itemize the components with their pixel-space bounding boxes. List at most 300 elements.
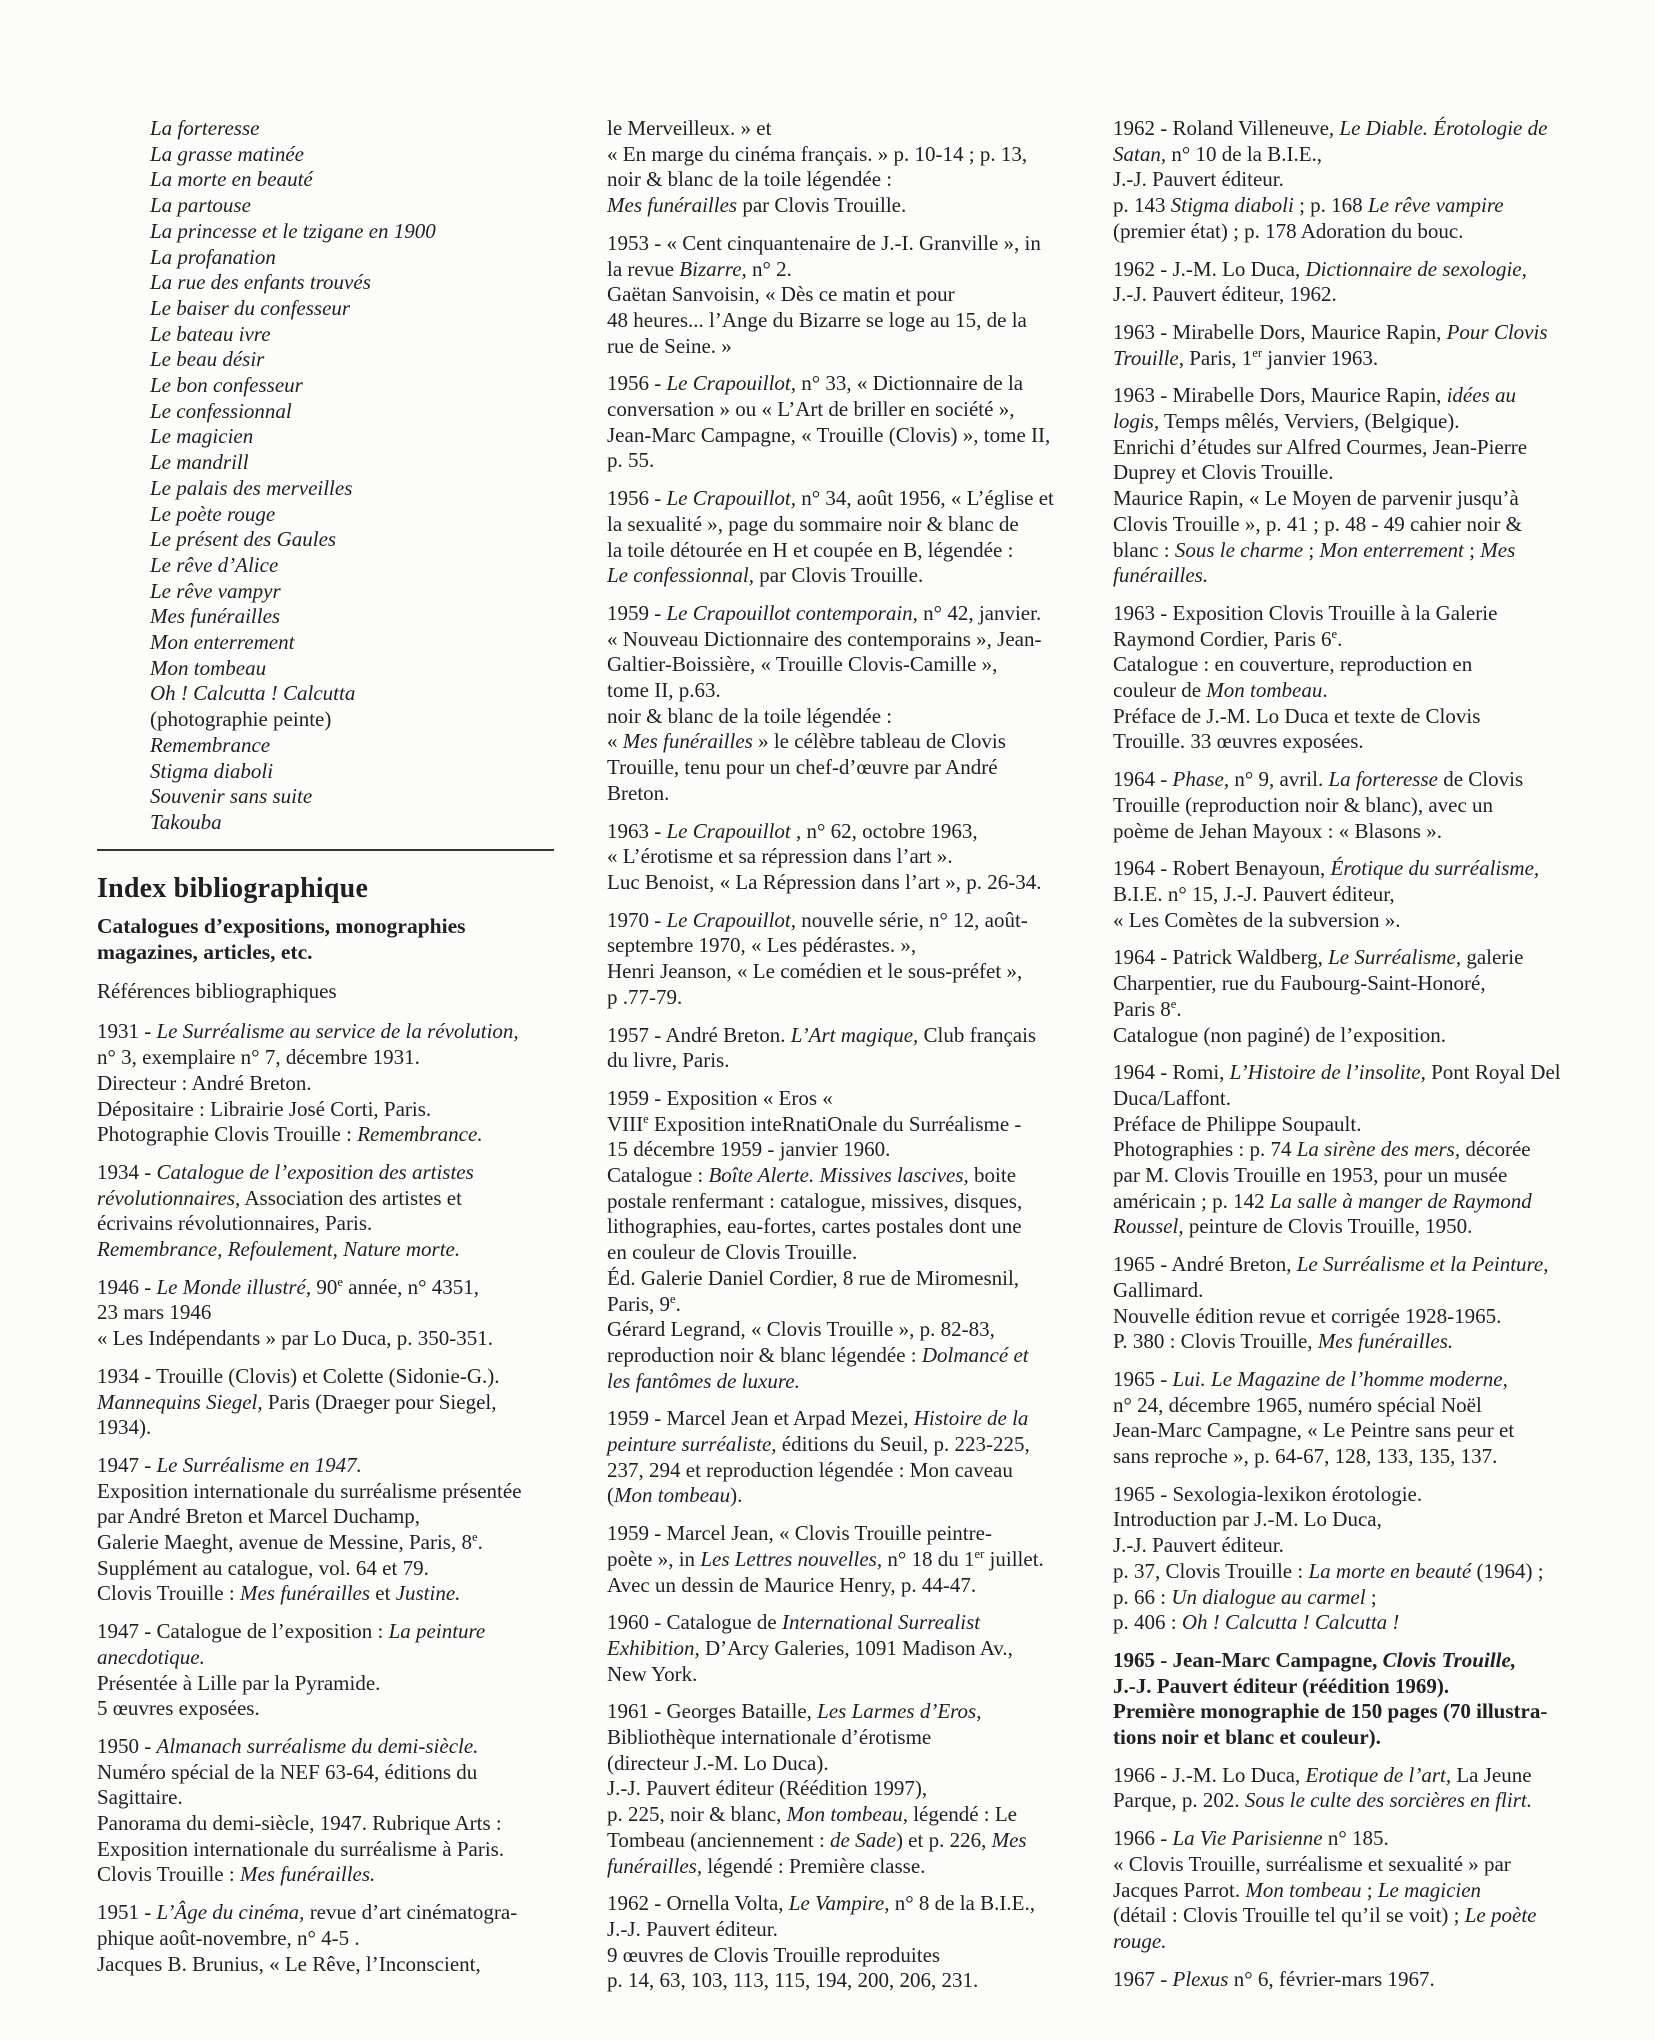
bib-entry [97, 1364, 565, 1441]
entry-line [607, 755, 1075, 781]
entry-line [97, 1211, 565, 1237]
entry-line [1113, 1189, 1581, 1215]
entry-line [607, 1699, 1075, 1725]
text-run: Phase, [1172, 767, 1230, 792]
text-run: la revue [607, 256, 680, 281]
entry-line [1113, 1278, 1581, 1304]
text-run: P. 380 : Clovis Trouille, [1113, 1329, 1318, 1354]
entry-line [607, 116, 1075, 142]
text-run: décorée [1460, 1137, 1531, 1162]
text-run: (premier état) ; p. 178 Adoration du bouc. [1113, 218, 1464, 243]
text-run: Exposition internationale du surréalisme à Paris. [97, 1836, 505, 1861]
text-run: galerie [1461, 945, 1524, 970]
text-run: phique août-novembre, n° 4-5 . [97, 1925, 360, 1950]
entry-line [1113, 1929, 1581, 1955]
text-run: 23 mars 1946 [97, 1300, 212, 1325]
section-heading: Index bibliographique [97, 872, 369, 904]
text-run: Almanach surréalisme du demi-siècle. [156, 1733, 479, 1758]
entry-line [97, 1186, 565, 1212]
text-run: funérailles, [607, 1853, 703, 1878]
entry-line [1113, 856, 1581, 882]
bib-entry [607, 601, 1075, 807]
entry-line [97, 1364, 565, 1390]
entry-line [1113, 1482, 1581, 1508]
text-run: ; [1365, 1584, 1377, 1609]
work-title [150, 373, 565, 399]
text-run: juillet. [984, 1546, 1044, 1571]
entry-line [607, 1317, 1075, 1343]
text-run: Le magicien [150, 424, 254, 449]
text-run: 15 décembre 1959 - janvier 1960. [607, 1137, 891, 1162]
text-run: Oh ! Calcutta ! Calcutta [150, 681, 356, 706]
text-run: Clovis Trouille », p. 41 ; p. 48 - 49 cahier noir & [1113, 511, 1522, 536]
text-run: Supplément au catalogue, vol. 64 et 79. [97, 1555, 429, 1580]
text-run: (directeur J.-M. Lo Duca). [607, 1750, 829, 1775]
text-run: rue de Seine. » [607, 333, 732, 358]
entry-line [1113, 1674, 1581, 1700]
text-run: noir & blanc de la toile légendée : [607, 703, 893, 728]
text-run: Dolmancé et [921, 1342, 1029, 1367]
entry-line [1113, 1559, 1581, 1585]
text-run: par André Breton et Marcel Duchamp, [97, 1504, 421, 1529]
text-run: Exposition internationale du surréalisme présentée [97, 1478, 522, 1503]
entry-line [607, 1521, 1075, 1547]
entry-line [97, 1926, 565, 1952]
work-title [150, 347, 565, 373]
bib-entry [97, 1619, 565, 1722]
text-run: Le Surréalisme, [1328, 945, 1462, 970]
text-run: p. 143 [1113, 193, 1171, 218]
text-run: Panorama du demi-siècle, 1947. Rubrique Arts : [97, 1811, 502, 1836]
entry-line [1113, 219, 1581, 245]
text-run: Bibliothèque internationale d’érotisme [607, 1725, 932, 1750]
entry-line [97, 1760, 565, 1786]
text-run: Le Vampire, [788, 1891, 890, 1916]
entry-line [607, 1776, 1075, 1802]
entry-line [607, 1292, 1075, 1318]
bib-entry [1113, 767, 1581, 844]
text-run: Duca/Laffont. [1113, 1085, 1231, 1110]
entry-line [1113, 282, 1581, 308]
text-run: n° 3, exemplaire n° 7, décembre 1931. [97, 1045, 420, 1070]
entry-line [1113, 538, 1581, 564]
entry-line [1113, 1852, 1581, 1878]
text-run: Le rêve vampire [1367, 193, 1504, 218]
work-title [150, 270, 565, 296]
text-run: Catalogue : en couverture, reproduction en [1113, 652, 1473, 677]
text-run: Lui. Le Magazine de l’homme moderne, [1172, 1366, 1508, 1391]
bib-entry [607, 116, 1075, 219]
text-run: Mannequins Siegel, [97, 1389, 263, 1414]
entry-line [1113, 704, 1581, 730]
text-run: tome II, p.63. [607, 678, 721, 703]
text-run: funérailles. [1113, 563, 1209, 588]
text-run: Sous le culte des sorcières en flirt. [1244, 1788, 1532, 1813]
work-title [150, 527, 565, 553]
entry-line [607, 933, 1075, 959]
text-run: p. 406 : [1113, 1610, 1182, 1635]
text-run: er [974, 1546, 985, 1561]
bib-entry [1113, 116, 1581, 245]
entry-line [1113, 486, 1581, 512]
entry-line [97, 1275, 565, 1301]
text-run: (1964) ; [1471, 1558, 1544, 1583]
text-run: en couleur de Clovis Trouille. [607, 1240, 858, 1265]
entry-line [607, 781, 1075, 807]
bib-entry [1113, 1482, 1581, 1636]
entry-line [1113, 167, 1581, 193]
bib-entry [607, 1610, 1075, 1687]
text-run: Stigma diaboli [1170, 193, 1294, 218]
entry-line [607, 1917, 1075, 1943]
entry-line [97, 1326, 565, 1352]
text-run: Le Surréalisme au service de la révolution, [156, 1019, 519, 1044]
work-title [150, 116, 565, 142]
text-run: e [670, 1291, 676, 1306]
entry-line [97, 1479, 565, 1505]
entry-line [97, 1504, 565, 1530]
entry-line [1113, 512, 1581, 538]
work-title [150, 810, 565, 836]
text-run: « Nouveau Dictionnaire des contemporains », Jean- [607, 626, 1042, 651]
entry-line [97, 1619, 565, 1645]
entry-line [607, 1432, 1075, 1458]
text-run: Avec un dessin de Maurice Henry, p. 44-47. [607, 1572, 977, 1597]
text-run: ; p. 168 [1293, 193, 1368, 218]
entry-line [97, 1952, 565, 1978]
text-run: 1964 - [1113, 767, 1173, 792]
text-run: n° 24, décembre 1965, numéro spécial Noël [1113, 1392, 1482, 1417]
text-run: Introduction par J.-M. Lo Duca, [1113, 1507, 1382, 1532]
entry-line [1113, 601, 1581, 627]
text-run: Trouille, tenu pour un chef-d’œuvre par André [607, 755, 998, 780]
text-run: américain ; p. 142 [1113, 1188, 1270, 1213]
text-run: Gérard Legrand, « Clovis Trouille », p. 82-83, [607, 1317, 995, 1342]
text-run: La profanation [150, 244, 276, 269]
entry-line [1113, 116, 1581, 142]
entry-line [607, 1547, 1075, 1573]
text-run: La morte en beauté [1308, 1558, 1472, 1583]
bib-entry [607, 819, 1075, 896]
entry-line [607, 282, 1075, 308]
text-run: révolutionnaires, [97, 1185, 241, 1210]
entry-line [607, 870, 1075, 896]
entry-line [1113, 1060, 1581, 1086]
text-run: J.-J. Pauvert éditeur (réédition 1969). [1113, 1673, 1450, 1698]
text-run: Catalogue de l’exposition des artistes [156, 1159, 474, 1184]
entry-line [607, 1725, 1075, 1751]
entry-line [607, 1891, 1075, 1917]
entry-line [607, 167, 1075, 193]
entry-line [607, 486, 1075, 512]
text-run: Le bon confesseur [150, 373, 303, 398]
entry-line [97, 1837, 565, 1863]
text-run: 1947 - [97, 1452, 157, 1477]
entry-line [1113, 1507, 1581, 1533]
text-run: La sirène des mers, [1296, 1137, 1461, 1162]
text-run: revue d’art cinématogra- [304, 1900, 518, 1925]
text-run: postale renfermant : catalogue, missives, disques, [607, 1188, 1023, 1213]
text-run: Maurice Rapin, « Le Moyen de parvenir jusqu’à [1113, 486, 1519, 511]
text-run: La peinture [388, 1619, 486, 1644]
text-run: Mon tombeau, [786, 1802, 908, 1827]
text-run: 237, 294 et reproduction légendée : Mon caveau [607, 1457, 1013, 1482]
entry-line [97, 1696, 565, 1722]
text-run: ; [1463, 537, 1481, 562]
entry-line [1113, 1878, 1581, 1904]
text-run: Le palais des merveilles [150, 475, 353, 500]
entry-line [607, 1610, 1075, 1636]
text-run: Mes funérailles. [1317, 1329, 1454, 1354]
entry-line [97, 1645, 565, 1671]
text-run: Remembrance. [357, 1122, 483, 1147]
text-run: Photographie Clovis Trouille : [97, 1122, 358, 1147]
work-title [150, 219, 565, 245]
text-run: janvier 1963. [1262, 345, 1379, 370]
text-run: 1959 - Marcel Jean et Arpad Mezei, [607, 1406, 914, 1431]
bib-entry [97, 1019, 565, 1148]
text-run: Parque, p. 202. [1113, 1788, 1245, 1813]
text-run: Directeur : André Breton. [97, 1070, 312, 1095]
bib-entry [1113, 1826, 1581, 1955]
work-title [150, 502, 565, 528]
entry-line [97, 1530, 565, 1556]
entry-line [1113, 257, 1581, 283]
bib-entry [1113, 601, 1581, 755]
entry-line [97, 1071, 565, 1097]
text-run: 1953 - « Cent cinquantenaire de J.-I. Granville », in [607, 230, 1041, 255]
work-title [150, 707, 565, 733]
text-run: Satan, [1113, 141, 1167, 166]
text-run: Paris, 9 [607, 1291, 670, 1316]
entry-line [607, 397, 1075, 423]
text-run: Paris, 1 [1184, 345, 1253, 370]
text-run: Les Larmes d’Eros, [817, 1699, 982, 1724]
text-run: 1963 - Mirabelle Dors, Maurice Rapin, [1113, 383, 1447, 408]
text-run: Le présent des Gaules [150, 527, 337, 552]
work-title [150, 399, 565, 425]
text-run: . [1322, 678, 1328, 703]
text-run: 1965 - André Breton, [1113, 1252, 1297, 1277]
entry-line [607, 1636, 1075, 1662]
work-title [150, 553, 565, 579]
bib-entry [1113, 1060, 1581, 1240]
entry-line [1113, 1788, 1581, 1814]
text-run: n° 9, avril. [1229, 767, 1329, 792]
entry-line [1113, 1086, 1581, 1112]
text-run: Histoire de la [913, 1406, 1029, 1431]
text-run: blanc : [1113, 537, 1175, 562]
text-run: légendé : Première classe. [702, 1853, 926, 1878]
text-run: 1931 - [97, 1019, 157, 1044]
work-title [150, 784, 565, 810]
entry-line [607, 257, 1075, 283]
text-run: Le Crapouillot, [666, 486, 797, 511]
text-run: boite [968, 1163, 1017, 1188]
bib-entry [607, 1891, 1075, 1994]
entry-line [607, 844, 1075, 870]
bib-entry [1113, 257, 1581, 308]
entry-line [1113, 1763, 1581, 1789]
entry-line [1113, 1903, 1581, 1929]
text-run: Jacques B. Brunius, « Le Rêve, l’Inconscient, [97, 1951, 481, 1976]
text-run: L’Histoire de l’insolite, [1229, 1060, 1426, 1085]
text-run: 1956 - [607, 371, 667, 396]
text-run: de Clovis [1437, 767, 1524, 792]
text-run: Nouvelle édition revue et corrigée 1928-1965. [1113, 1303, 1502, 1328]
text-run: ; [1303, 537, 1320, 562]
text-run: Galerie Maeght, avenue de Messine, Paris, 8 [97, 1530, 472, 1555]
text-run: Henri Jeanson, « Le comédien et le sous-préfet », [607, 959, 1023, 984]
entry-line [97, 1300, 565, 1326]
text-run: Le Surréalisme et la Peinture, [1296, 1252, 1549, 1277]
text-run: e [471, 1530, 478, 1545]
text-run: Breton. [607, 780, 670, 805]
text-run: peinture surréaliste, [607, 1432, 777, 1457]
bib-entry [1113, 1967, 1581, 1993]
text-run: Présentée à Lille par la Pyramide. [97, 1670, 381, 1695]
text-run: 1961 - Georges Bataille, [607, 1699, 818, 1724]
text-run: L’Art magique, [790, 1022, 919, 1047]
text-run: La salle à manger de Raymond [1269, 1188, 1532, 1213]
column-right [1113, 116, 1581, 2004]
text-run: logis, [1113, 409, 1160, 434]
works-list [150, 116, 565, 836]
entry-line [1113, 1826, 1581, 1852]
entry-line [1113, 142, 1581, 168]
text-run: 9 œuvres de Clovis Trouille reproduites [607, 1942, 941, 1967]
text-run: Remembrance [150, 732, 271, 757]
text-run: Gaëtan Sanvoisin, « Dès ce matin et pour [607, 282, 955, 307]
work-title [150, 424, 565, 450]
work-title [150, 656, 565, 682]
entry-line [97, 1785, 565, 1811]
text-run: Pour Clovis [1446, 319, 1548, 344]
text-run: n° 10 de la B.I.E., [1166, 141, 1323, 166]
text-run: . [675, 1291, 681, 1316]
text-run: Clovis Trouille : [97, 1862, 240, 1887]
entry-line [97, 1097, 565, 1123]
text-run: La forteresse [1328, 767, 1438, 792]
text-run: e [1170, 996, 1177, 1011]
text-run: 1962 - J.-M. Lo Duca, [1113, 256, 1306, 281]
text-run: 1959 - [607, 600, 667, 625]
bib-entry [1113, 1763, 1581, 1814]
text-run: Remembrance, Refoulement, Nature morte. [97, 1237, 461, 1262]
entry-line [1113, 908, 1581, 934]
entry-line [607, 908, 1075, 934]
text-run: peinture de Clovis Trouille, 1950. [1183, 1214, 1473, 1239]
text-run: Mes [991, 1827, 1027, 1852]
entry-line [607, 729, 1075, 755]
text-run: Trouille (reproduction noir & blanc), avec un [1113, 792, 1494, 817]
text-run: Le rêve vampyr [150, 578, 281, 603]
text-run: Le rêve d’Alice [150, 552, 279, 577]
bib-entry [1113, 856, 1581, 933]
entry-line [1113, 435, 1581, 461]
entry-line [97, 1390, 565, 1416]
text-run: La forteresse [150, 116, 260, 140]
entry-line [607, 334, 1075, 360]
entry-line [607, 1163, 1075, 1189]
entry-line [97, 1900, 565, 1926]
text-run: La grasse matinée [150, 141, 304, 166]
text-run: 1960 - Catalogue de [607, 1610, 782, 1635]
entry-line [1113, 1699, 1581, 1725]
text-run: Mon tombeau [150, 655, 267, 680]
text-run: sans reproche », p. 64-67, 128, 133, 135, 137. [1113, 1444, 1498, 1469]
entry-line [1113, 1648, 1581, 1674]
text-run: Gallimard. [1113, 1277, 1204, 1302]
text-run: Sous le charme [1174, 537, 1304, 562]
entry-line [607, 1968, 1075, 1994]
text-run: Charpentier, rue du Faubourg-Saint-Honoré, [1113, 971, 1486, 996]
text-run: Duprey et Clovis Trouille. [1113, 460, 1334, 485]
bib-entry [97, 1900, 565, 1977]
bib-entry [1113, 1367, 1581, 1470]
entry-line [97, 979, 565, 1005]
entry-line [97, 1453, 565, 1479]
entry-line [607, 704, 1075, 730]
entry-line [607, 371, 1075, 397]
text-run: International Surrealist [781, 1610, 981, 1635]
entry-line [607, 959, 1075, 985]
entry-line [1113, 819, 1581, 845]
text-run: 1966 - [1113, 1826, 1173, 1851]
text-run: légendé : Le [907, 1802, 1017, 1827]
text-run: Le Crapouillot, [666, 371, 797, 396]
text-run: Le beau désir [150, 347, 265, 372]
text-run: p .77-79. [607, 984, 683, 1009]
text-run: par Clovis Trouille. [737, 193, 907, 218]
text-run: la toile détourée en H et coupée en B, légendée : [607, 537, 1014, 562]
entry-line [607, 1662, 1075, 1688]
entry-line [1113, 729, 1581, 755]
text-run: Luc Benoist, « La Répression dans l’art », p. 26-34. [607, 869, 1042, 894]
text-run: Photographies : p. 74 [1113, 1137, 1297, 1162]
text-run: Érotique du surréalisme, [1330, 856, 1540, 881]
text-run: 1964 - Robert Benayoun, [1113, 856, 1331, 881]
entry-line [607, 985, 1075, 1011]
text-run: (détail : Clovis Trouille tel qu’il se voit) ; [1113, 1903, 1465, 1928]
work-title [150, 193, 565, 219]
entry-line [1113, 997, 1581, 1023]
entry-line [1113, 460, 1581, 486]
text-run: Trouille. 33 œuvres exposées. [1113, 729, 1364, 754]
bib-entry [1113, 320, 1581, 371]
entry-line [607, 1023, 1075, 1049]
text-run: 1963 - Mirabelle Dors, Maurice Rapin, [1113, 319, 1447, 344]
text-run: p. 66 : [1113, 1584, 1172, 1609]
text-run: le Merveilleux. » et [607, 116, 772, 140]
text-run: poète », in [607, 1546, 701, 1571]
text-run: tions noir et blanc et couleur). [1113, 1725, 1381, 1750]
entry-line [607, 1802, 1075, 1828]
text-run: . [477, 1530, 483, 1555]
text-run: Le poète rouge [150, 501, 276, 526]
work-title [150, 733, 565, 759]
text-run: du livre, Paris. [607, 1048, 730, 1073]
entry-line [1113, 945, 1581, 971]
text-run: anecdotique. [97, 1644, 205, 1669]
text-run: VIII [607, 1111, 644, 1136]
text-run: B.I.E. n° 15, J.-J. Pauvert éditeur, [1113, 881, 1395, 906]
text-run: Références bibliographiques [97, 978, 337, 1003]
text-run: Clovis Trouille, [1382, 1647, 1517, 1672]
entry-line [97, 1862, 565, 1888]
text-run: Mes funérailles. [239, 1862, 376, 1887]
work-title [150, 245, 565, 271]
